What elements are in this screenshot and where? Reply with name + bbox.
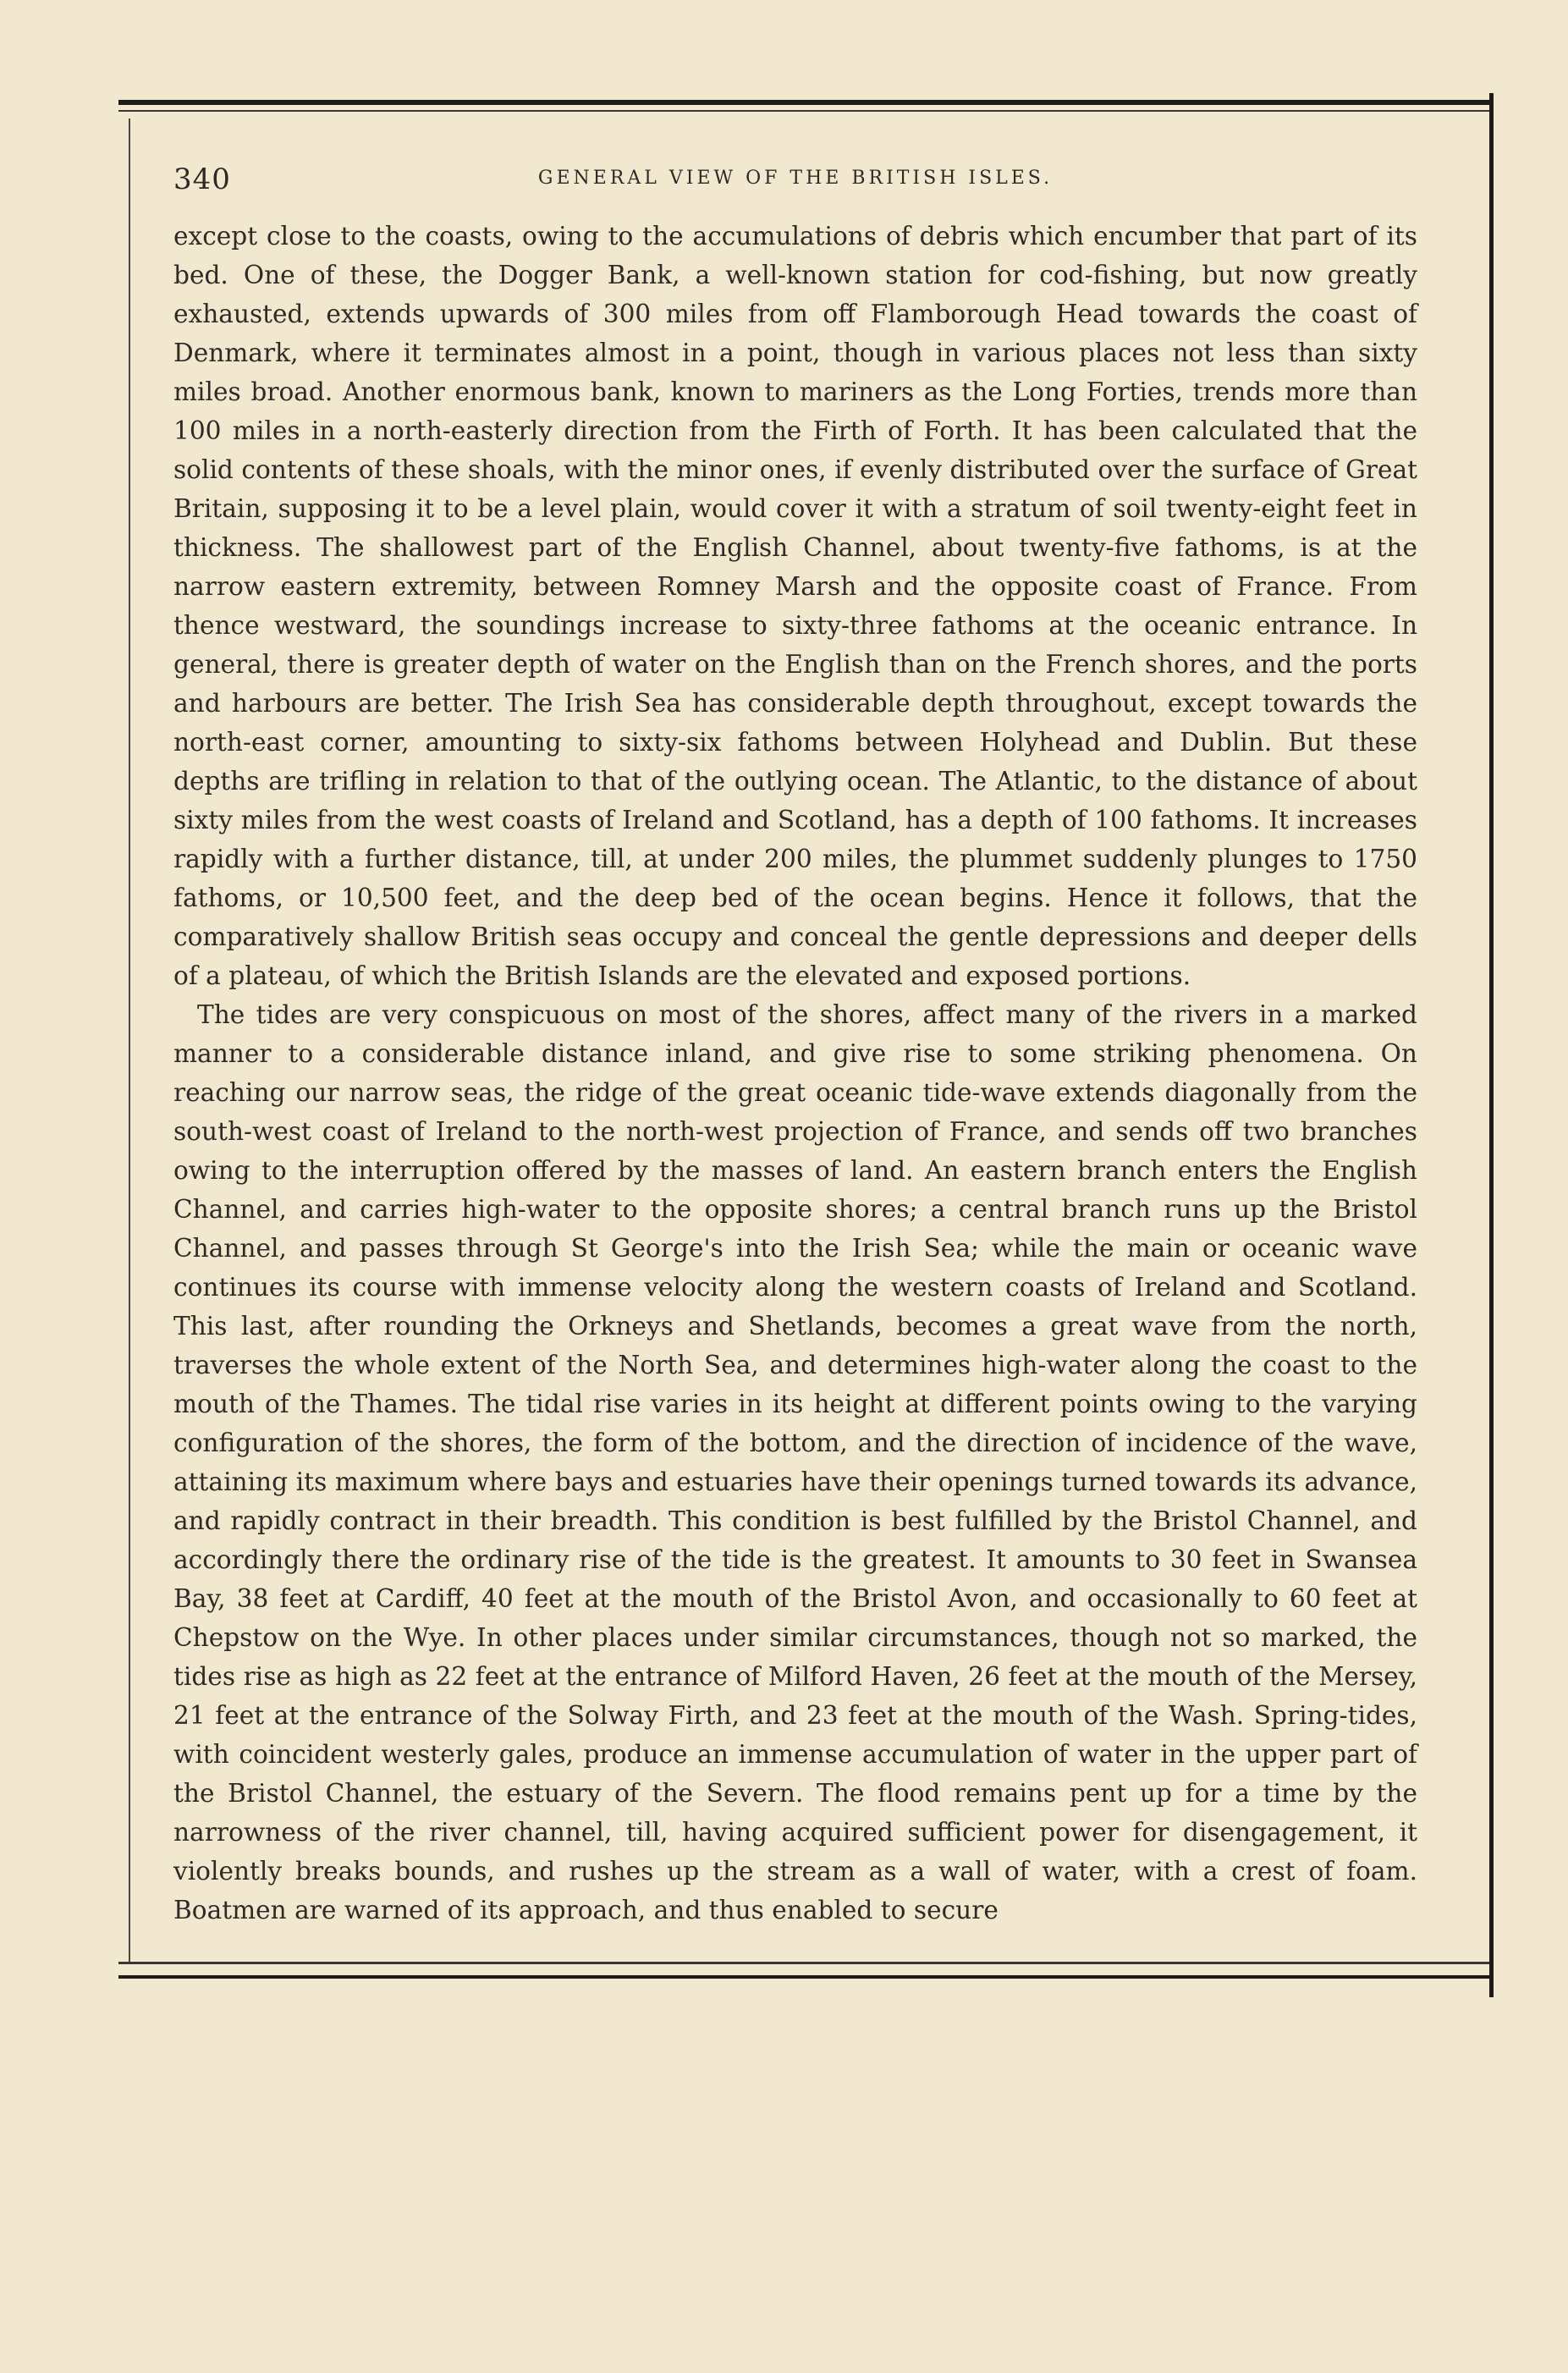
- paragraph-2: The tides are very conspicuous on most of the shores, affect many of the rivers in a marked manner to a considerable distance inland, and give rise to some striking phenomena. On reaching our narrow seas, the ridge of the great oceanic tide-wave extends diagonally from the south-west coast of Ireland to the north-west projection of France, and sends off two branches owing to the interruption offered by the masses of land. An eastern branch enters the English Channel, and carries high-water to the opposite shores; a central branch runs up the Bristol Channel, and passes through St George's into the Irish Sea; while the main or oceanic wave continues its course with immense velocity along the western coasts of Ireland and Scotland. This last, after rounding the Orkneys and Shetlands, becomes a great wave from the north, traverses the whole extent of the North Sea, and determines high-water along the coast to the mouth of the Thames. The tidal rise varies in its height at different points owing to the varying configuration of the shores, the form of the bottom, and the direction of incidence of the wave, attaining its maximum where bays and estuaries have their openings turned towards its advance, and rapidly contract in their breadth. This condition is best fulfilled by the Bristol Channel, and accordingly there the ordinary rise of the tide is the greatest. It amounts to 30 feet in Swansea Bay, 38 feet at Cardiff, 40 feet at the mouth of the Bristol Avon, and occasionally to 60 feet at Chepstow on the Wye. In other places under similar circumstances, though not so marked, the tides rise as high as 22 feet at the entrance of Milford Haven, 26 feet at the mouth of the Mersey, 21 feet at the entrance of the Solway Firth, and 23 feet at the mouth of the Wash. Spring-tides, with coincident westerly gales, produce an immense accumulation of water in the upper part of the Bristol Channel, the estuary of the Severn. The flood remains pent up for a time by the narrowness of the river channel, till, having acquired sufficient power for disengagement, it violently breaks bounds, and rushes up the stream as a wall of water, with a crest of foam. Boatmen are warned of its approach, and thus enabled to secure: [173, 1000, 1417, 1924]
- frame-top-inner-rule: [118, 110, 1489, 112]
- frame-bottom-rule: [118, 1975, 1489, 1979]
- paragraph-1: except close to the coasts, owing to the accumulations of debris which encumber that part of its bed. One of these, the Dogger Bank, a well-known station for cod-fishing, but now greatly exhausted, extends upwards of 300 miles from off Flamborough Head towards the coast of Denmark, where it terminates almost in a point, though in various places not less than sixty miles broad. Another enormous bank, known to mariners as the Long Forties, trends more than 100 miles in a north-easterly direction from the Firth of Forth. It has been calculated that the solid contents of these shoals, with the minor ones, if evenly distributed over the surface of Great Britain, supposing it to be a level plain, would cover it with a stratum of soil twenty-eight feet in thickness. The shallowest part of the English Channel, about twenty-five fathoms, is at the narrow eastern extremity, between Romney Marsh and the opposite coast of France. From thence westward, the soundings increase to sixty-three fathoms at the oceanic entrance. In general, there is greater depth of water on the English than on the French shores, and the ports and harbours are better. The Irish Sea has considerable depth throughout, except towards the north-east corner, amounting to sixty-six fathoms between Holyhead and Dublin. But these depths are trifling in relation to that of the outlying ocean. The Atlantic, to the distance of about sixty miles from the west coasts of Ireland and Scotland, has a depth of 100 fathoms. It increases rapidly with a further distance, till, at under 200 miles, the plummet suddenly plunges to 1750 fathoms, or 10,500 feet, and the deep bed of the ocean begins. Hence it follows, that the comparatively shallow British seas occupy and conceal the gentle depressions and deeper dells of a plateau, of which the British Islands are the elevated and exposed portions.: [173, 222, 1417, 990]
- frame-bottom-inner-rule: [118, 1962, 1489, 1964]
- page-header: [173, 162, 1417, 196]
- frame-top-rule: [118, 100, 1489, 105]
- page-number: 340: [173, 162, 231, 196]
- body-text: [173, 217, 1417, 1930]
- frame-left-rule: [129, 118, 130, 1963]
- running-title: GENERAL VIEW OF THE BRITISH ISLES.: [537, 168, 1054, 189]
- frame-right-rule: [1489, 93, 1494, 1997]
